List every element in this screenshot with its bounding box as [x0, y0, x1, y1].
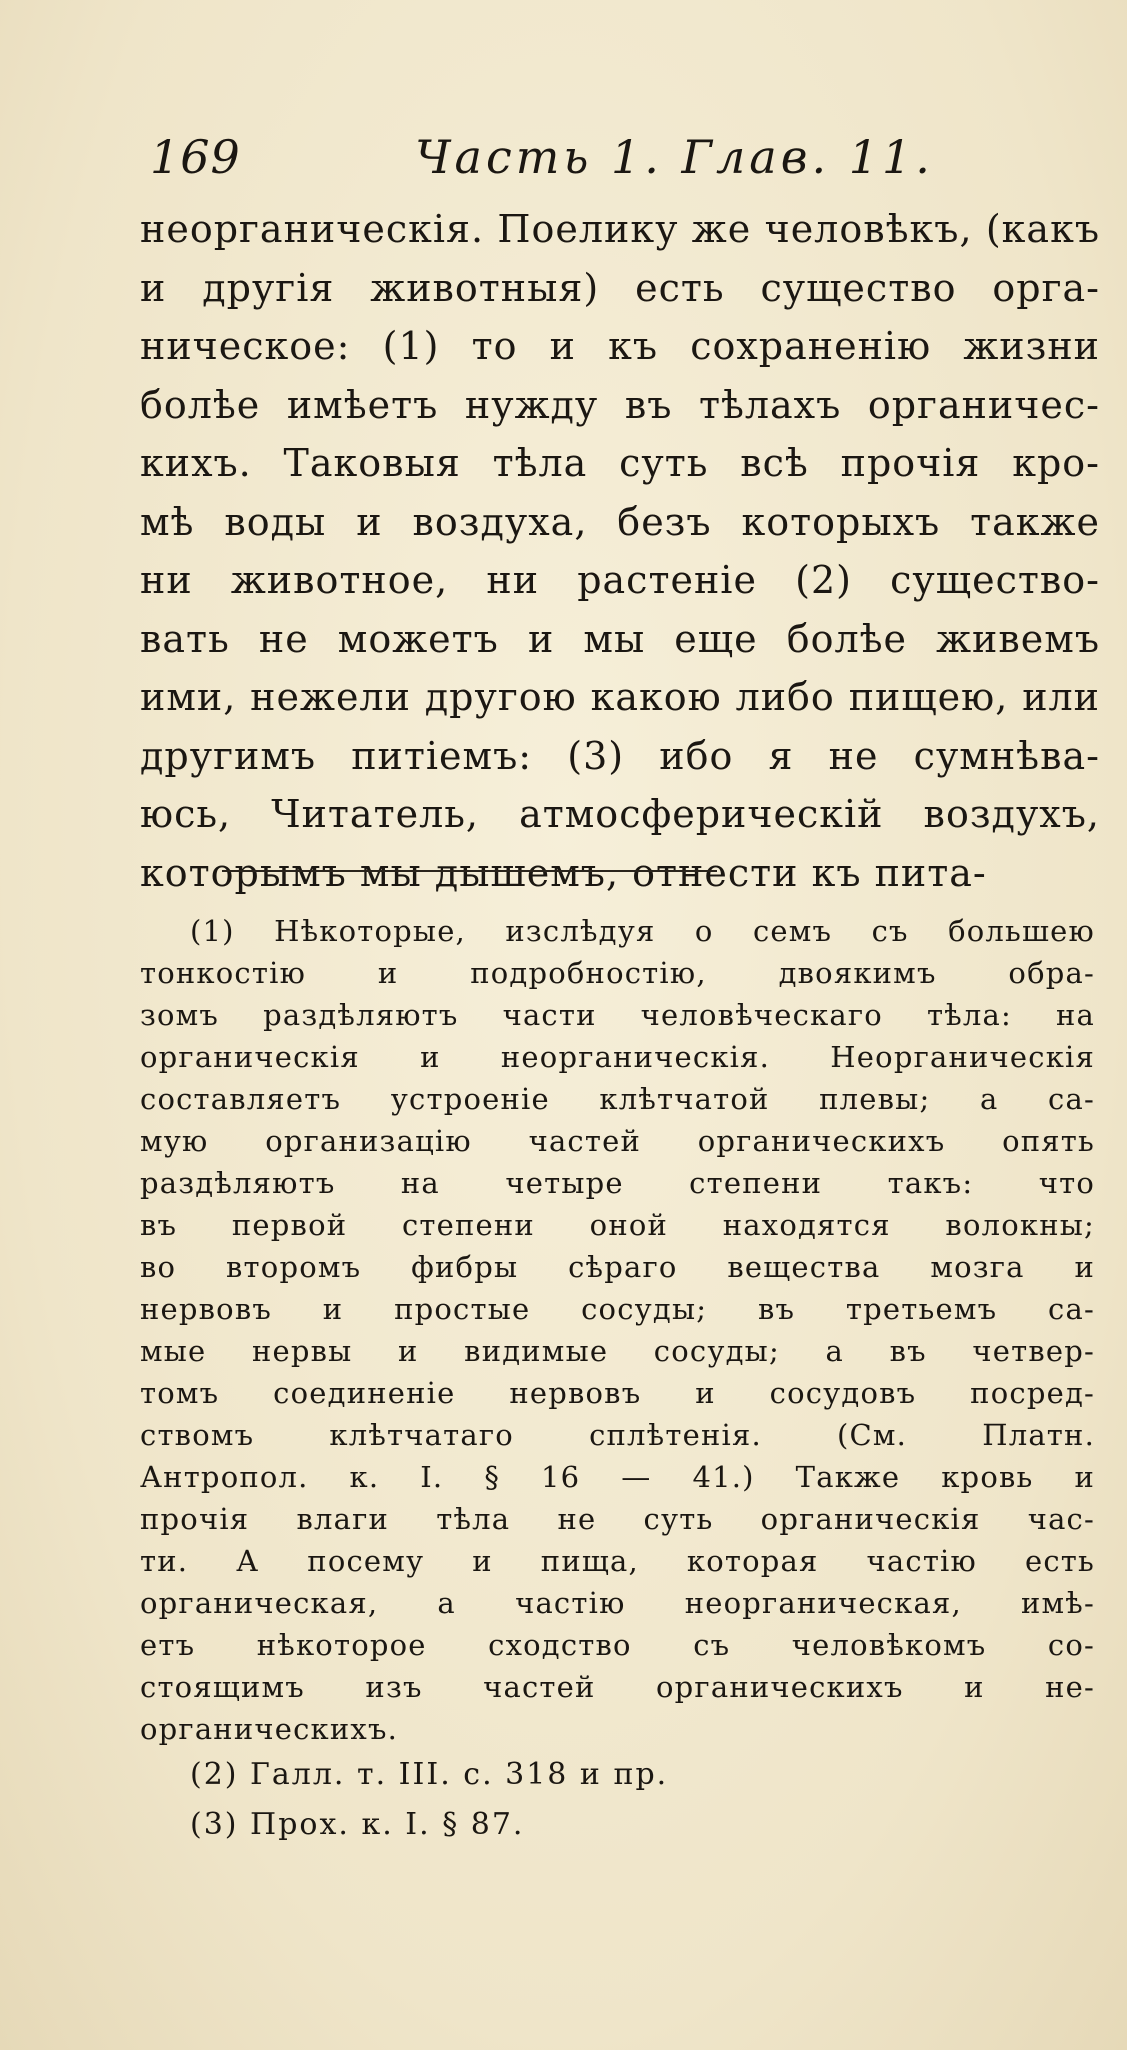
footnote-line: ти. А посему и пища, которая частію есть — [140, 1544, 1095, 1578]
footnote-line: органическихъ. — [140, 1712, 399, 1746]
footnote-line: мую организацію частей органическихъ опять — [140, 1124, 1095, 1158]
footnote-line: зомъ раздѣляютъ части человѣческаго тѣла: на — [140, 998, 1095, 1032]
footnote-line: стоящимъ изъ частей органическихъ и не- — [140, 1670, 1095, 1704]
text-line: вать не можетъ и мы еще болѣе живемъ — [140, 616, 1100, 661]
footnote-line: нервовъ и простые сосуды; въ третьемъ са- — [140, 1292, 1095, 1326]
footnote-divider — [222, 870, 717, 872]
footnote-1 — [140, 910, 1095, 1750]
footnote-line: раздѣляютъ на четыре степени такъ: что — [140, 1166, 1095, 1200]
footnote-line: мые нервы и видимые сосуды; а въ четвер- — [140, 1334, 1095, 1368]
text-line: ими, нежели другою какою либо пищею, или — [140, 675, 1100, 719]
footnote-3: (3) Прох. к. I. § 87. — [190, 1807, 525, 1842]
footnote-line: составляетъ устроеніе клѣтчатой плевы; а са- — [140, 1082, 1095, 1116]
page-number: 169 — [150, 130, 241, 184]
footnote-line: въ первой степени оной находятся волокны; — [140, 1208, 1095, 1242]
footnote-2: (2) Галл. т. III. с. 318 и пр. — [190, 1757, 669, 1792]
text-line: ническое: (1) то и къ сохраненію жизни — [140, 324, 1100, 368]
footnote-line: ствомъ клѣтчатаго сплѣтенія. (См. Платн. — [140, 1418, 1095, 1452]
text-line: болѣе имѣетъ нужду въ тѣлахъ органичес- — [140, 382, 1100, 427]
text-line: ни животное, ни растеніе (2) существо- — [140, 558, 1100, 602]
footnote-line: прочія влаги тѣла не суть органическія час- — [140, 1502, 1095, 1536]
footnote-line: органическая, а частію неорганическая, имѣ- — [140, 1586, 1095, 1620]
footnote-line: томъ соединеніе нервовъ и сосудовъ посред- — [140, 1376, 1095, 1410]
text-line: юсь, Читатель, атмосферическій воздухъ, — [140, 792, 1100, 836]
footnote-line: тонкостію и подробностію, двоякимъ обра- — [140, 956, 1095, 990]
text-line: другимъ питіемъ: (3) ибо я не сумнѣва- — [140, 733, 1100, 778]
main-text-block — [140, 200, 1100, 902]
footnote-line: (1) Нѣкоторые, изслѣдуя о семъ съ большею — [190, 914, 1095, 948]
text-line: неорганическія. Поелику же человѣкъ, (какъ — [140, 207, 1100, 251]
text-line: кихъ. Таковыя тѣла суть всѣ прочія кро- — [140, 441, 1100, 485]
running-head: Часть 1. Глав. 11. — [415, 130, 934, 184]
footnote-line: етъ нѣкоторое сходство съ человѣкомъ со- — [140, 1628, 1095, 1662]
footnote-line: Антропол. к. I. § 16 — 41.) Также кровь и — [140, 1460, 1095, 1494]
page-header — [150, 130, 970, 190]
footnotes-block — [140, 910, 1095, 1850]
text-line: мѣ воды и воздуха, безъ которыхъ также — [140, 499, 1100, 544]
footnote-line: органическія и неорганическія. Неорганическія — [140, 1040, 1095, 1074]
text-line: и другія животныя) есть существо орга- — [140, 265, 1100, 310]
text-line: которымъ мы дышемъ, отнести къ пита- — [140, 850, 987, 895]
footnote-line: во второмъ фибры сѣраго вещества мозга и — [140, 1250, 1095, 1284]
